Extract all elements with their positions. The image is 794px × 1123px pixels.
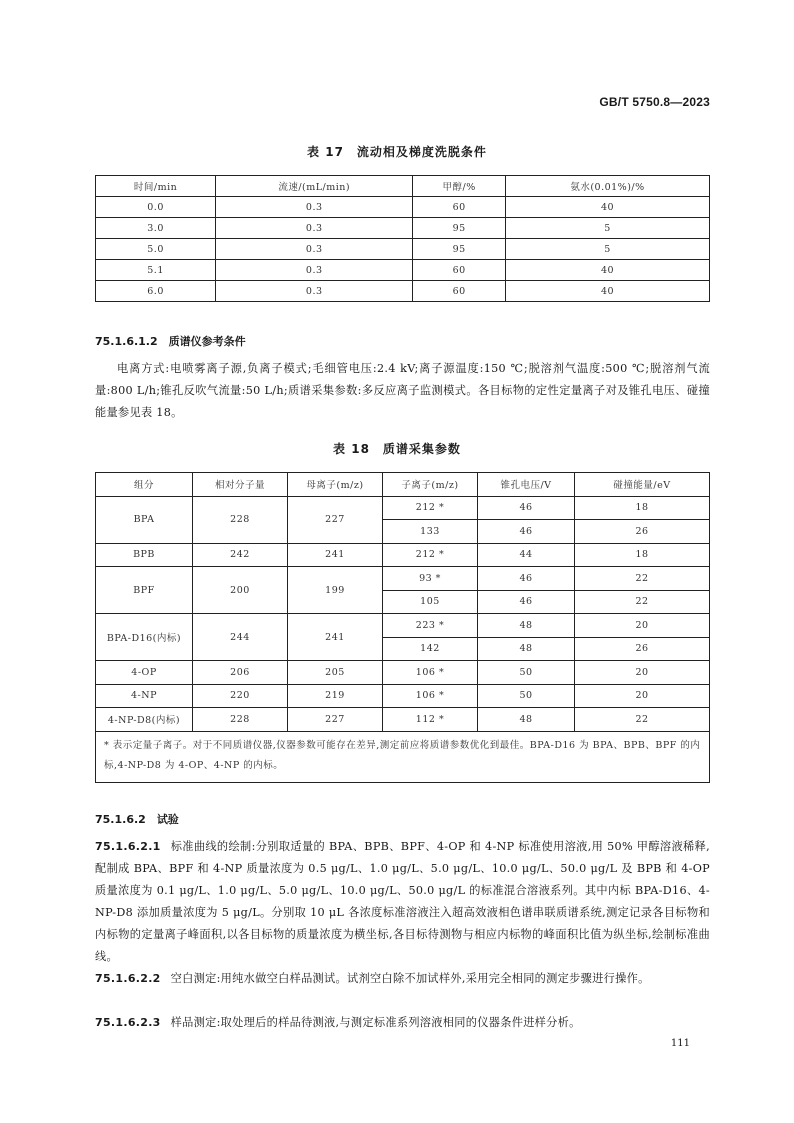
table-cell: 206 <box>193 661 288 685</box>
table-cell: 228 <box>193 708 288 732</box>
table-cell: 0.0 <box>96 197 216 218</box>
table-cell: BPA <box>96 496 193 543</box>
table-cell: 227 <box>288 496 383 543</box>
table-row <box>96 197 710 218</box>
table-cell: 200 <box>193 567 288 614</box>
table-cell: 20 <box>575 684 710 708</box>
table-cell: 242 <box>193 543 288 567</box>
table18-caption: 表 18 质谱采集参数 <box>333 442 461 456</box>
table-row <box>96 260 710 281</box>
table-cell: 212 * <box>383 496 478 520</box>
section-title: 试验 <box>156 813 179 826</box>
table-cell: 0.3 <box>216 218 413 239</box>
table-header-cell: 氨水(0.01%)/% <box>505 176 709 197</box>
table-cell: 46 <box>478 590 575 614</box>
section-number: 75.1.6.2 <box>95 813 146 826</box>
table-row <box>96 708 710 732</box>
table-cell: 60 <box>413 260 506 281</box>
table-cell: 5 <box>505 239 709 260</box>
table18 <box>95 472 710 783</box>
table-cell: 18 <box>575 496 710 520</box>
table-cell: 212 * <box>383 543 478 567</box>
table-cell: 227 <box>288 708 383 732</box>
table-cell: 22 <box>575 567 710 591</box>
table-header-cell: 锥孔电压/V <box>478 473 575 497</box>
table-cell: 4-NP <box>96 684 193 708</box>
table-cell: 241 <box>288 614 383 661</box>
table-cell: 48 <box>478 637 575 661</box>
table-cell: 0.3 <box>216 239 413 260</box>
table-cell: 228 <box>193 496 288 543</box>
table-cell: 18 <box>575 543 710 567</box>
table-cell: 133 <box>383 520 478 544</box>
paragraph-sample-test <box>95 1012 710 1034</box>
table-row <box>96 661 710 685</box>
table-cell: 5 <box>505 218 709 239</box>
table-cell: 22 <box>575 590 710 614</box>
table-cell: 0.3 <box>216 197 413 218</box>
table-cell: 112 * <box>383 708 478 732</box>
paragraph-text: 空白测定:用纯水做空白样品测试。试剂空白除不加试样外,采用完全相同的测定步骤进行操作。 <box>170 972 650 985</box>
table-header-row <box>96 176 710 197</box>
table-cell: 199 <box>288 567 383 614</box>
paragraph-number: 75.1.6.2.2 <box>95 972 161 985</box>
standard-number: GB/T 5750.8—2023 <box>599 95 710 109</box>
table-cell: 60 <box>413 197 506 218</box>
table-cell: 5.1 <box>96 260 216 281</box>
table-cell: 95 <box>413 218 506 239</box>
table-cell: 244 <box>193 614 288 661</box>
table-cell: BPF <box>96 567 193 614</box>
table-cell: 40 <box>505 281 709 302</box>
table-cell: 205 <box>288 661 383 685</box>
ms-conditions-paragraph: 电离方式:电喷雾离子源,负离子模式;毛细管电压:2.4 kV;离子源温度:150 ℃;脱溶剂气温度:500 ℃;脱溶剂气流量:800 L/h;锥孔反吹气流量:50 L/h;质谱采集参数:多反应离子监测模式。各目标物的定性定量离子对及锥孔电压、碰撞能量参见表 18。 <box>95 362 710 419</box>
table-cell: 22 <box>575 708 710 732</box>
table17 <box>95 175 710 302</box>
table-cell: BPB <box>96 543 193 567</box>
table-cell: 106 * <box>383 661 478 685</box>
table-cell: 5.0 <box>96 239 216 260</box>
table-cell: 0.3 <box>216 281 413 302</box>
table-header-cell: 组分 <box>96 473 193 497</box>
section-heading-ms <box>95 333 246 349</box>
table-row <box>96 684 710 708</box>
table-cell: 40 <box>505 260 709 281</box>
table-row <box>96 239 710 260</box>
table-cell: 223 * <box>383 614 478 638</box>
table-header-cell: 子离子(m/z) <box>383 473 478 497</box>
table-row <box>96 218 710 239</box>
table-cell: 93 * <box>383 567 478 591</box>
paragraph-text: 样品测定:取处理后的样品待测液,与测定标准系列溶液相同的仪器条件进样分析。 <box>170 1016 581 1029</box>
table-cell: 44 <box>478 543 575 567</box>
table-row <box>96 496 710 520</box>
table-cell: 219 <box>288 684 383 708</box>
table-row <box>96 567 710 591</box>
table-cell: 48 <box>478 614 575 638</box>
table-header-cell: 相对分子量 <box>193 473 288 497</box>
table-cell: BPA-D16(内标) <box>96 614 193 661</box>
table-note: * 表示定量子离子。对于不同质谱仪器,仪器参数可能存在差异,测定前应将质谱参数优化到最佳。BPA-D16 为 BPA、BPB、BPF 的内标,4-NP-D8 为 4-OP、4-NP 的内标。 <box>96 731 710 782</box>
paragraph-blank-test <box>95 968 710 990</box>
table-cell: 50 <box>478 661 575 685</box>
table-row <box>96 281 710 302</box>
table-cell: 20 <box>575 614 710 638</box>
table-cell: 26 <box>575 637 710 661</box>
table-cell: 6.0 <box>96 281 216 302</box>
table-cell: 20 <box>575 661 710 685</box>
table-cell: 3.0 <box>96 218 216 239</box>
section-title: 质谱仪参考条件 <box>168 335 246 348</box>
table-header-cell: 母离子(m/z) <box>288 473 383 497</box>
table-cell: 4-NP-D8(内标) <box>96 708 193 732</box>
table-cell: 105 <box>383 590 478 614</box>
table-cell: 48 <box>478 708 575 732</box>
table-row <box>96 614 710 638</box>
table-cell: 50 <box>478 684 575 708</box>
table17-caption: 表 17 流动相及梯度洗脱条件 <box>307 145 487 159</box>
table-note-row <box>96 731 710 782</box>
table-header-cell: 甲醇/% <box>413 176 506 197</box>
table-header-row <box>96 473 710 497</box>
table-cell: 46 <box>478 567 575 591</box>
table-cell: 46 <box>478 520 575 544</box>
table-cell: 4-OP <box>96 661 193 685</box>
table-cell: 26 <box>575 520 710 544</box>
table-cell: 60 <box>413 281 506 302</box>
paragraph-text: 标准曲线的绘制:分别取适量的 BPA、BPB、BPF、4-OP 和 4-NP 标准使用溶液,用 50% 甲醇溶液稀释,配制成 BPA、BPF 和 4-NP 质量浓度为 0.5 μg/L、1.0 μg/L、5.0 μg/L、10.0 μg/L、50.0 μg/L 及 BPB 和 4-OP 质量浓度为 0.1 μg/L、1.0 μg/L、5.0 μg/L、10.0 μg/L、50.0 μg/L 的标准混合溶液系列。其中内标 BPA-D16、4-NP-D8 添加质量浓度为 5 μg/L。分别取 10 μL 各浓度标准溶液注入超高效液相色谱串联质谱系统,测定记录各目标物和内标物的定量离子峰面积,以各目标物的质量浓度为横坐标,各目标待测物与相应内标物的峰面积比值为纵坐标,绘制标准曲线。 <box>95 840 710 963</box>
table-cell: 0.3 <box>216 260 413 281</box>
section-heading-test <box>95 811 179 827</box>
table-cell: 142 <box>383 637 478 661</box>
table-cell: 95 <box>413 239 506 260</box>
paragraph-standard-curve <box>95 836 710 968</box>
table-header-cell: 时间/min <box>96 176 216 197</box>
table-cell: 220 <box>193 684 288 708</box>
section-number: 75.1.6.1.2 <box>95 335 158 348</box>
paragraph-number: 75.1.6.2.1 <box>95 840 161 853</box>
table-cell: 40 <box>505 197 709 218</box>
table-cell: 46 <box>478 496 575 520</box>
table-header-cell: 碰撞能量/eV <box>575 473 710 497</box>
table-header-cell: 流速/(mL/min) <box>216 176 413 197</box>
paragraph-number: 75.1.6.2.3 <box>95 1016 161 1029</box>
table-cell: 106 * <box>383 684 478 708</box>
table-row <box>96 543 710 567</box>
table-cell: 241 <box>288 543 383 567</box>
page-number: 111 <box>670 1038 690 1049</box>
